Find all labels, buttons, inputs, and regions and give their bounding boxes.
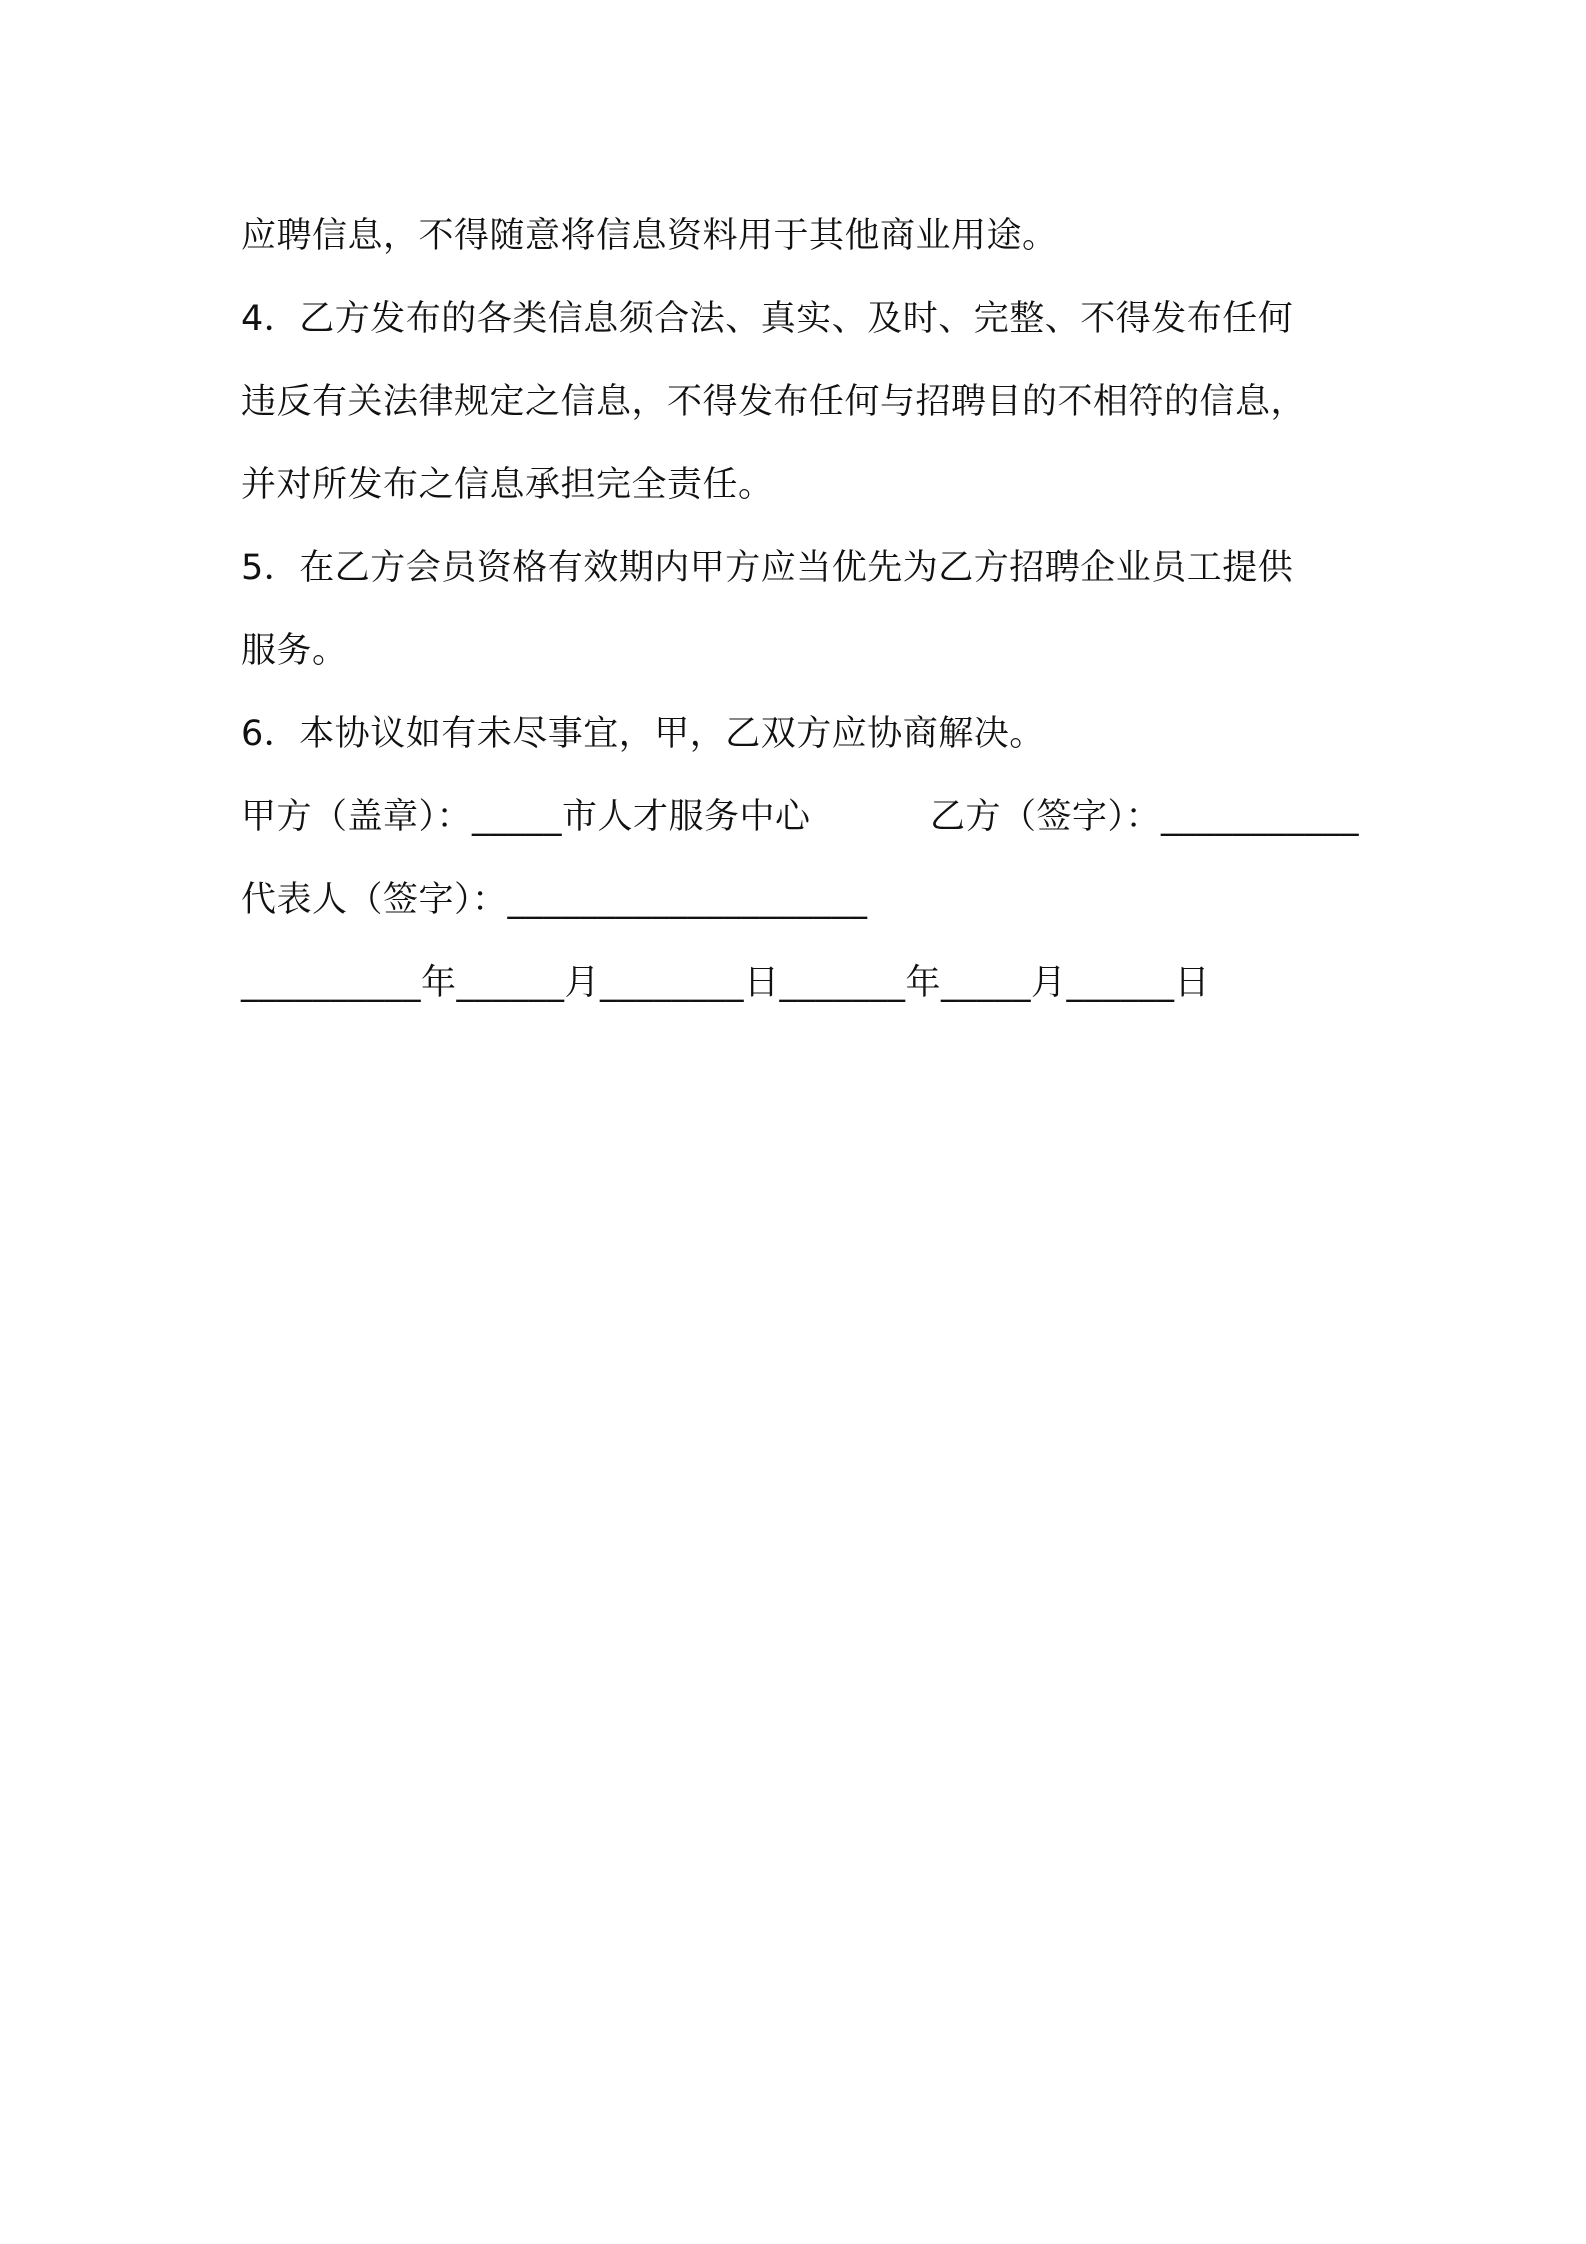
agreement-text	[241, 195, 1359, 1025]
date-line: __________年______月________日_______年_____月______日	[241, 963, 1211, 1003]
clause-5-line-1: 5．在乙方会员资格有效期内甲方应当优先为乙方招聘企业员工提供	[241, 548, 1294, 588]
representative-signature-field: 代表人（签字）：____________________	[241, 880, 868, 920]
clause-6: 6．本协议如有未尽事宜，甲，乙双方应协商解决。	[241, 714, 1045, 754]
signature-parties-row	[241, 776, 1359, 859]
clause-3-continuation: 应聘信息，不得随意将信息资料用于其他商业用途。	[241, 216, 1058, 256]
party-b-signature-field: 乙方（签字）：___________	[929, 797, 1359, 837]
clause-4-line-1: 4．乙方发布的各类信息须合法、真实、及时、完整、不得发布任何	[241, 299, 1294, 339]
clause-4-line-2: 违反有关法律规定之信息，不得发布任何与招聘目的不相符的信息，	[241, 382, 1307, 422]
clause-4-line-3: 并对所发布之信息承担完全责任。	[241, 465, 774, 505]
clause-5-line-2: 服务。	[241, 631, 348, 671]
party-a-seal-field: 甲方（盖章）：_____市人才服务中心	[241, 797, 811, 837]
